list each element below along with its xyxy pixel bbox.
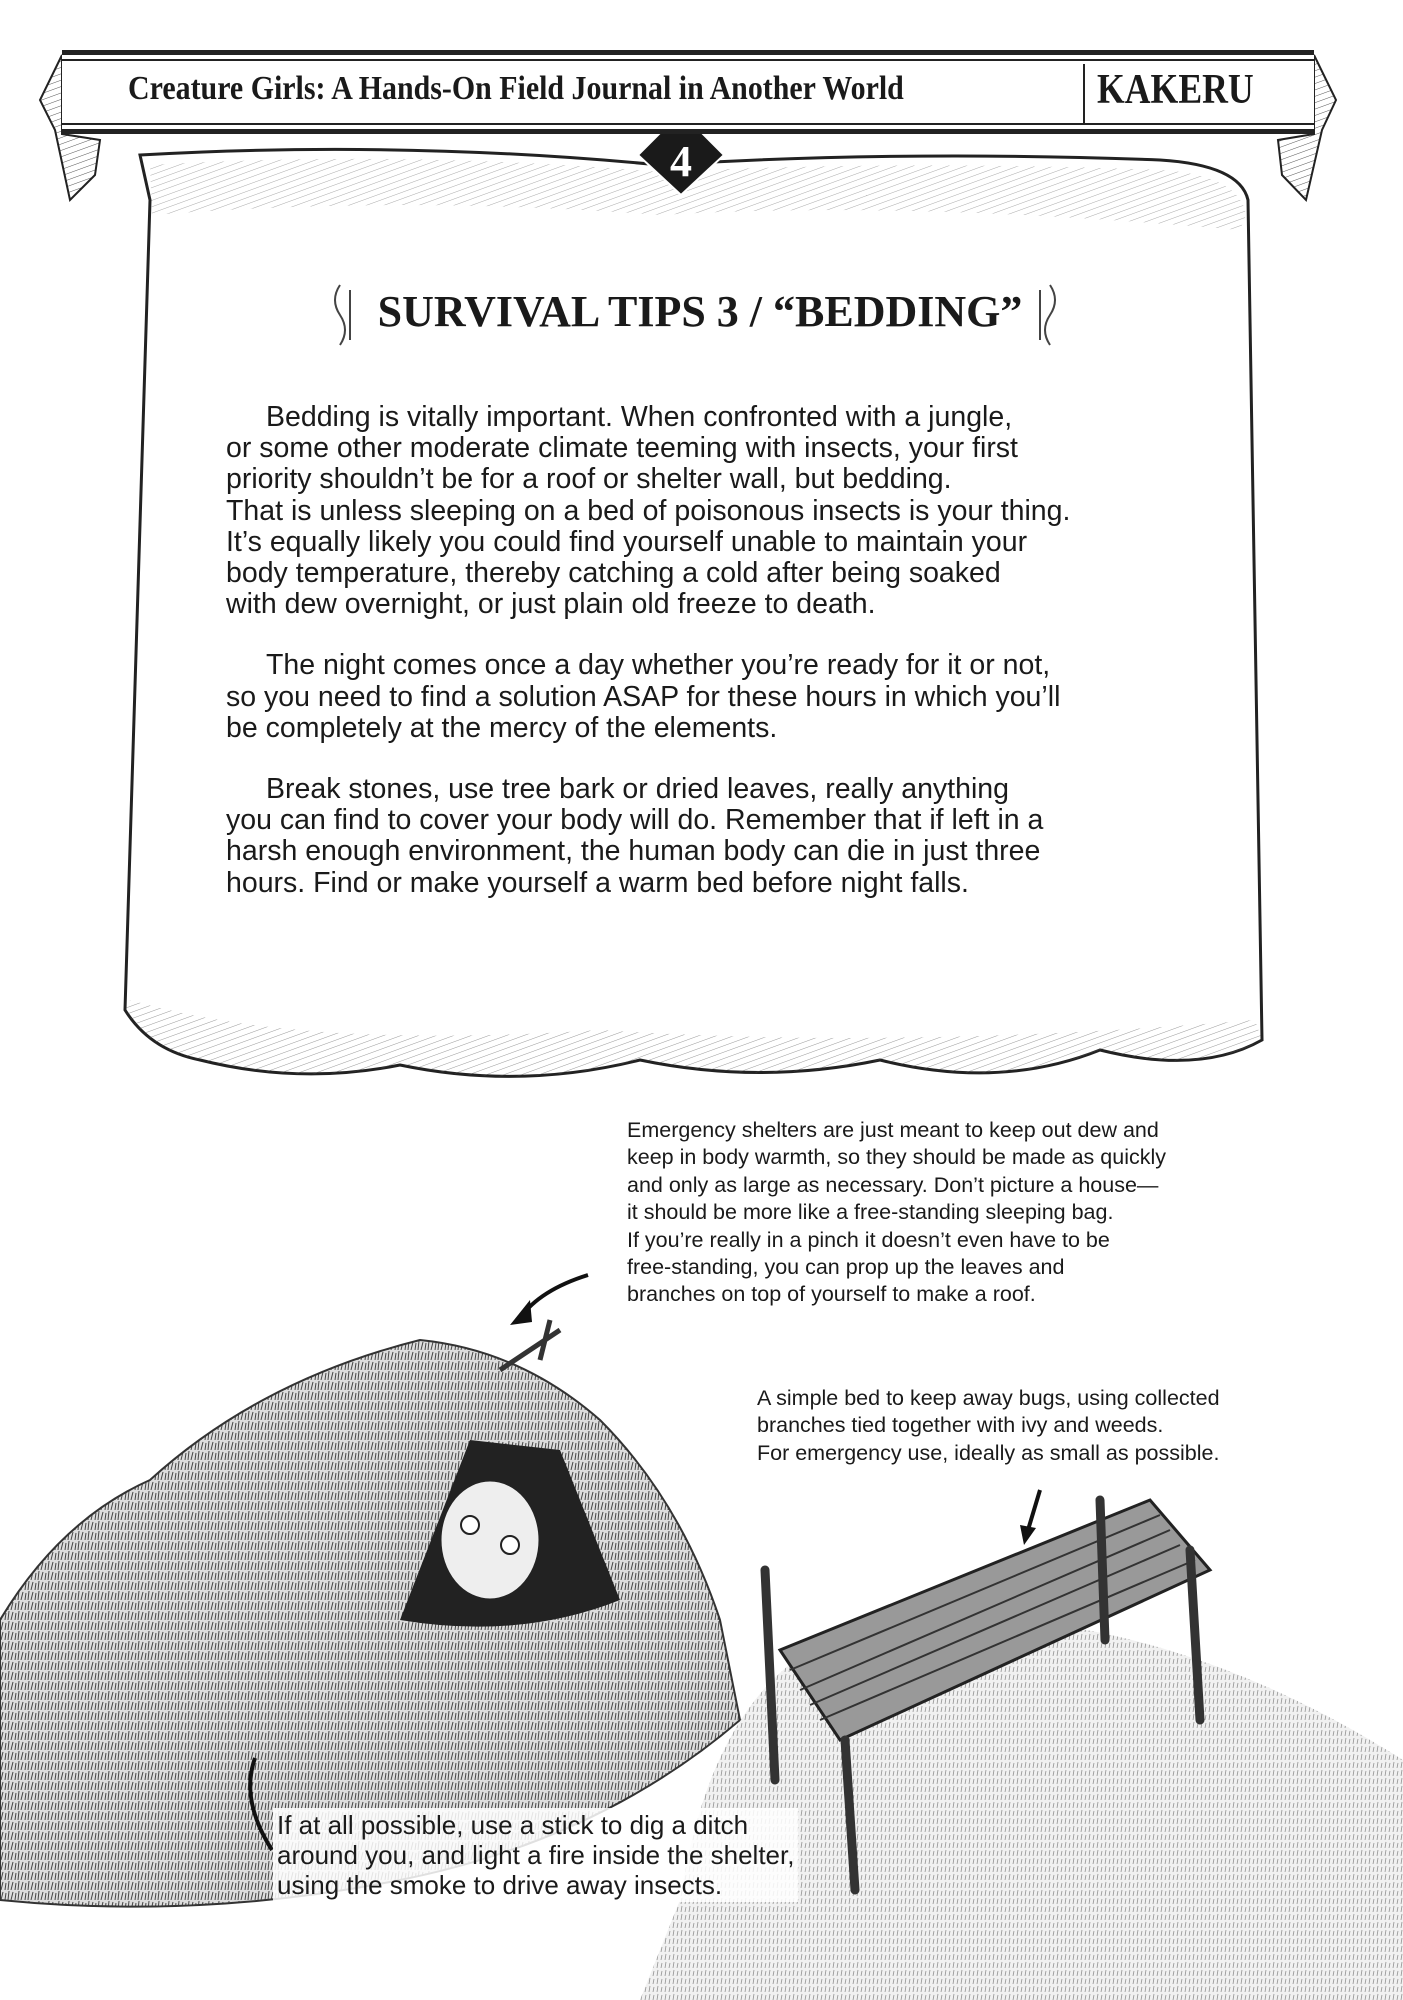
text-line: priority shouldn’t be for a roof or shelter wall, but bedding. [226,463,952,496]
text-line: so you need to find a solution ASAP for these hours in which you’ll [226,680,1061,713]
paragraph [226,650,1186,744]
body-text [226,402,1186,929]
caption-line: using the smoke to drive away insects. [277,1870,723,1900]
text-line: with dew overnight, or just plain old freeze to death. [226,588,876,621]
paragraph [226,774,1186,899]
caption-line: If you’re really in a pinch it doesn’t even have to be [627,1227,1110,1252]
arrow-head-icon [510,1300,532,1325]
caption-line: it should be more like a free-standing sleeping bag. [627,1200,1114,1225]
banner-divider [1083,64,1085,124]
shelter-caption [627,1117,1166,1309]
caption-line: Emergency shelters are just meant to keep out dew and [627,1118,1159,1142]
ditch-caption [273,1808,798,1902]
text-line: hours. Find or make yourself a warm bed before night falls. [226,866,969,899]
caption-line: free-standing, you can prop up the leaves and [627,1255,1065,1280]
caption-line: A simple bed to keep away bugs, using collected [757,1386,1220,1410]
caption-line: For emergency use, ideally as small as possible. [757,1440,1220,1465]
text-line: harsh enough environment, the human body can die in just three [226,835,1041,868]
arrow-head-icon [1020,1525,1036,1545]
chapter-number: 4 [670,137,692,186]
text-line: be completely at the mercy of the elements. [226,711,778,744]
text-line: It’s equally likely you could find yourself unable to maintain your [226,525,1028,558]
caption-line: branches tied together with ivy and weeds. [757,1413,1164,1438]
paragraph [226,402,1186,620]
author-name: KAKERU [1097,67,1254,113]
bed-caption [757,1385,1220,1467]
text-line: you can find to cover your body will do. Remember that if left in a [226,804,1044,837]
caption-line: around you, and light a fire inside the shelter, [277,1840,795,1870]
text-line: The night comes once a day whether you’re ready for it or not, [266,649,1051,682]
caption-line: keep in body warmth, so they should be made as quickly [627,1145,1166,1170]
series-title: Creature Girls: A Hands-On Field Journal in Another World [128,70,904,107]
caption-line: If at all possible, use a stick to dig a ditch [277,1810,749,1840]
caption-line: and only as large as necessary. Don’t picture a house— [627,1172,1159,1197]
text-line: or some other moderate climate teeming with insects, your first [226,432,1018,465]
text-line: Break stones, use tree bark or dried leaves, really anything [266,773,1009,806]
arrow-icon [1028,1490,1040,1530]
text-line: Bedding is vitally important. When confronted with a jungle, [266,401,1013,433]
text-line: That is unless sleeping on a bed of poisonous insects is your thing. [226,494,1071,527]
text-line: body temperature, thereby catching a cold after being soaked [226,557,1001,590]
section-title: SURVIVAL TIPS 3 / “BEDDING” [377,287,1023,336]
caption-line: branches on top of yourself to make a roof. [627,1282,1036,1307]
bed-illustration [640,1500,1403,2000]
